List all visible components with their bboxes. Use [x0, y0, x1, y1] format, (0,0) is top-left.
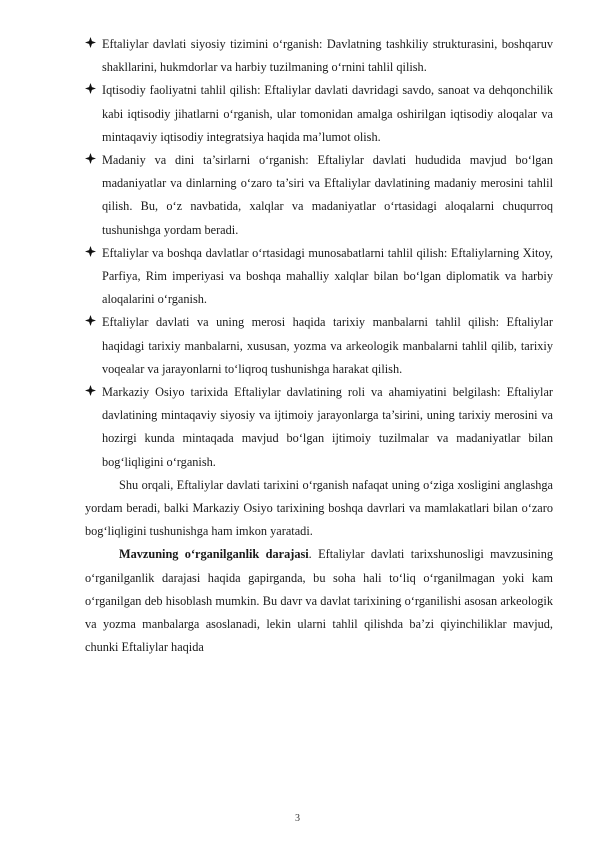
study-level-body: . Eftaliylar davlati tarixshunosligi mavzusining o‘rganilganlik darajasi haqida gapirganda, bu soha hali to‘liq o‘rganilmagan yoki kam o‘rganilgan deb hisoblash mumkin. Bu davr va davlat tarixining o‘rganilishi asosan arkeologik va yozma manbalarga asoslanadi, lekin ularni tahlil qilishda ba’zi qiyinchiliklar mavjud, chunki Eftaliylar haqida — [85, 547, 553, 655]
document-page — [85, 33, 553, 659]
list-item — [85, 33, 553, 79]
diamond-bullet-icon — [85, 315, 96, 326]
list-item-text: Eftaliylar davlati siyosiy tizimini o‘rganish: Davlatning tashkiliy strukturasini, boshqaruv shakllarini, hukmdorlar va harbiy tuzilmaning o‘rnini tahlil qilish. — [102, 37, 553, 75]
page-number: 3 — [295, 813, 300, 824]
list-item-text: Madaniy va dini ta’sirlarni o‘rganish: Eftaliylar davlati hududida mavjud bo‘lgan madaniyatlar va dinlarning o‘zaro ta’siri va Eftaliylar davlatining madaniy merosini tahlil qilish. Bu, o‘z navbatida, xalqlar va madaniyatlar o‘rtasidagi aloqalarni chuqurroq tushunishga yordam beradi. — [102, 153, 553, 237]
diamond-bullet-icon — [85, 37, 96, 48]
bullet-list — [85, 33, 553, 474]
diamond-bullet-icon — [85, 246, 96, 257]
diamond-bullet-icon — [85, 83, 96, 94]
diamond-bullet-icon — [85, 153, 96, 164]
list-item — [85, 242, 553, 312]
list-item-text: Markaziy Osiyo tarixida Eftaliylar davlatining roli va ahamiyatini belgilash: Eftaliylar davlatining mintaqaviy siyosiy va ijtimoiy jarayonlarga ta’sirini, uning tarixiy merosini va hozirgi kunda mintaqada mavjud bo‘lgan ijtimoiy tuzilmalar va madaniyatlar bilan bog‘liqligini o‘rganish. — [102, 385, 553, 469]
diamond-bullet-icon — [85, 385, 96, 396]
list-item-text: Iqtisodiy faoliyatni tahlil qilish: Eftaliylar davlati davridagi savdo, sanoat va dehqonchilik kabi iqtisodiy jihatlarni o‘rganish, ular tomonidan amalga oshirilgan iqtisodiy aloqalar va mintaqaviy iqtisodiy integratsiya haqida ma’lumot olish. — [102, 83, 553, 144]
list-item — [85, 79, 553, 149]
study-level-heading: Mavzuning o‘rganilganlik darajasi — [119, 547, 309, 562]
study-level-paragraph — [85, 543, 553, 659]
summary-paragraph: Shu orqali, Eftaliylar davlati tarixini o‘rganish nafaqat uning o‘ziga xosligini anglashga yordam beradi, balki Markaziy Osiyo tarixining boshqa davrlari va mamlakatlari bilan o‘zaro bog‘liqligini tushunishga ham imkon yaratadi. — [85, 477, 553, 539]
list-item — [85, 149, 553, 242]
list-item — [85, 381, 553, 474]
list-item-text: Eftaliylar va boshqa davlatlar o‘rtasidagi munosabatlarni tahlil qilish: Eftaliylarning Xitoy, Parfiya, Rim imperiyasi va boshqa mahalliy xalqlar bilan bo‘lgan diplomatik va harbiy aloqalarini o‘rganish. — [102, 245, 553, 307]
list-item — [85, 311, 553, 381]
list-item-text: Eftaliylar davlati va uning merosi haqida tarixiy manbalarni tahlil qilish: Eftaliylar haqidagi tarixiy manbalarni, xususan, yozma va arkeologik manbalarni tahlil qilib, tarixiy voqealar va jarayonlarni to‘liqroq tushunishga harakat qilish. — [102, 315, 553, 376]
